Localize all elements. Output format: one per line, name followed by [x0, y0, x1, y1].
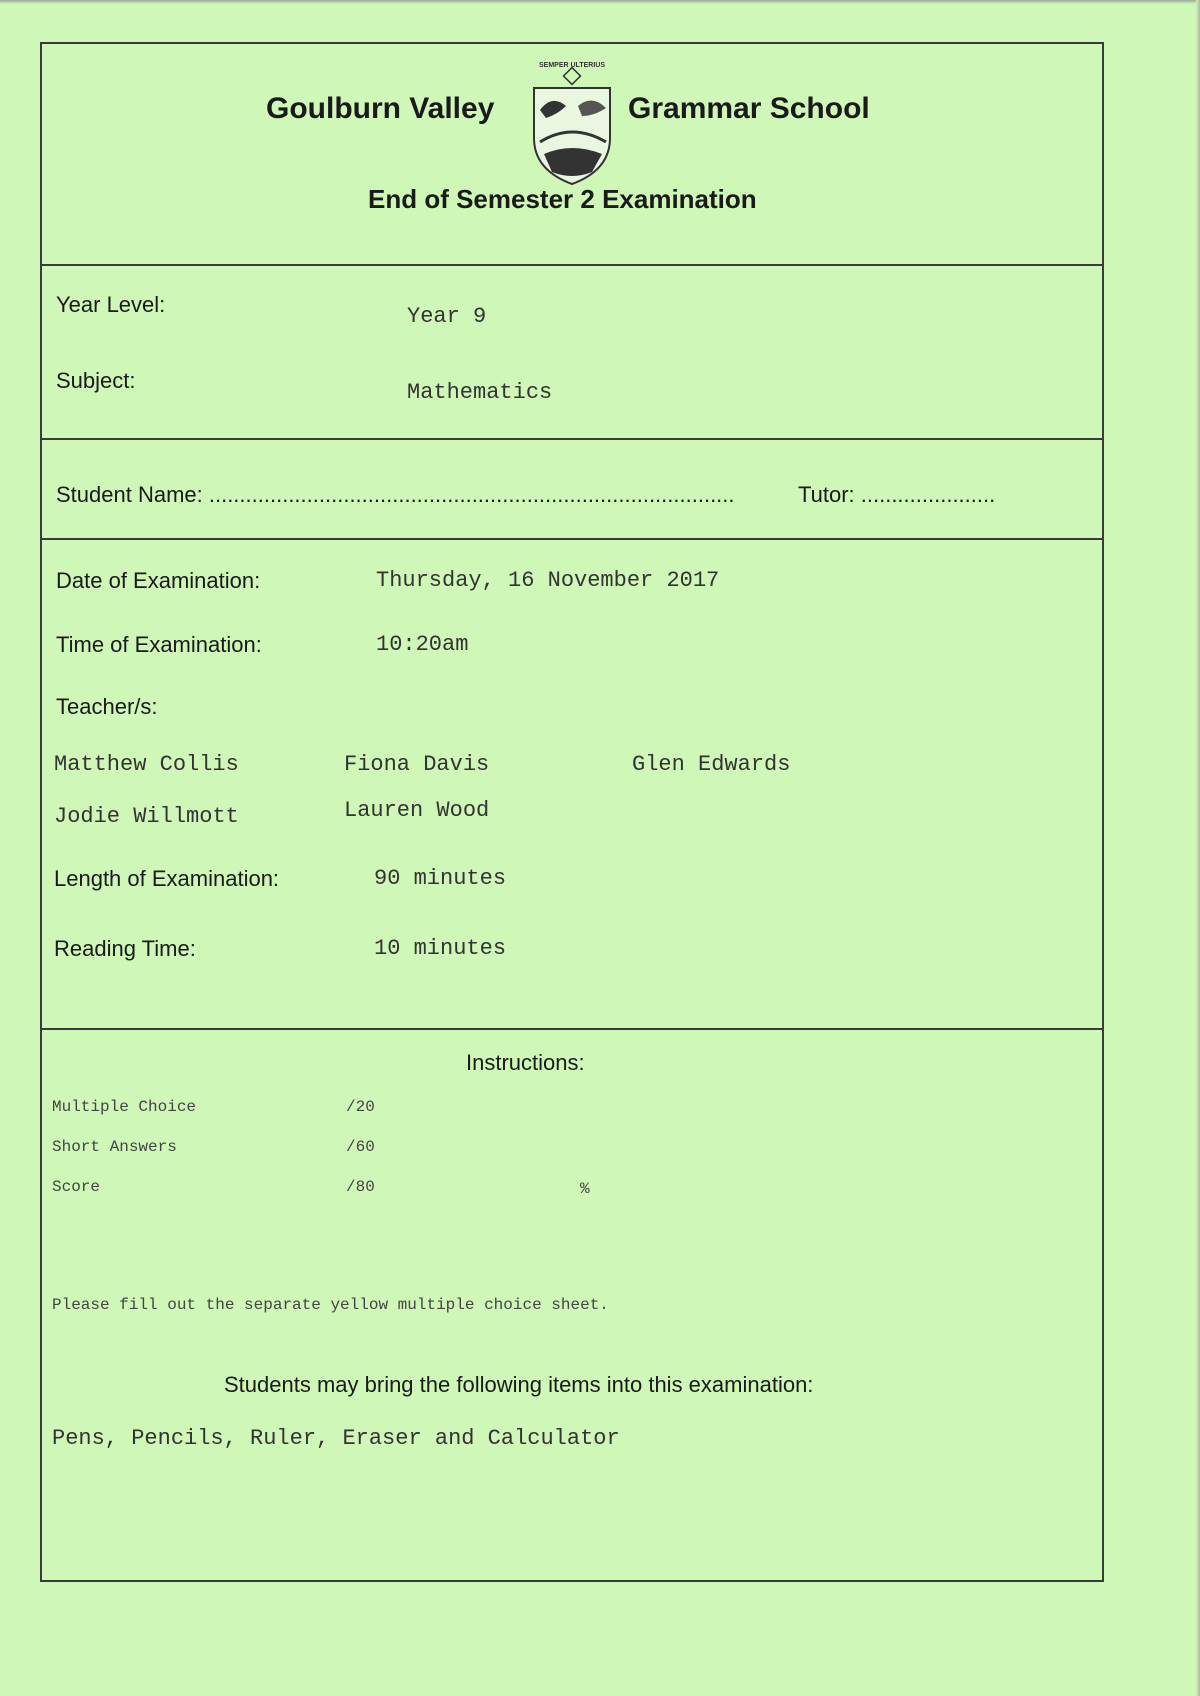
teacher-name: Matthew Collis: [54, 752, 239, 777]
school-name-left: Goulburn Valley: [266, 92, 495, 125]
permitted-items-heading: Students may bring the following items into this examination:: [224, 1372, 814, 1397]
date-label: Date of Examination:: [56, 568, 261, 593]
student-section: [42, 440, 1102, 540]
score-label: Short Answers: [52, 1138, 177, 1156]
date-value: Thursday, 16 November 2017: [376, 568, 720, 593]
teachers-label: Teacher/s:: [56, 694, 158, 719]
time-value: 10:20am: [376, 632, 469, 657]
instructions-heading: Instructions:: [466, 1050, 585, 1075]
scan-edge: [0, 0, 1200, 4]
header-section: [42, 44, 1102, 266]
length-value: 90 minutes: [374, 866, 507, 891]
school-crest-icon: [522, 58, 622, 188]
year-level-label: Year Level:: [56, 292, 166, 317]
instructions-section: [42, 1030, 1102, 1580]
details-section: [42, 540, 1102, 1030]
score-value: /60: [346, 1138, 375, 1156]
year-level-value: Year 9: [407, 304, 487, 329]
tutor-field[interactable]: Tutor: ......................: [798, 482, 996, 507]
subject-label: Subject:: [56, 368, 136, 393]
score-percent: %: [580, 1180, 590, 1198]
subject-section: [42, 266, 1102, 440]
school-name-right: Grammar School: [628, 92, 870, 125]
teacher-name: Jodie Willmott: [54, 804, 239, 829]
scan-edge: [1196, 0, 1200, 1696]
crest-motto: SEMPER ULTERIUS: [539, 62, 605, 69]
score-value: /20: [346, 1098, 375, 1116]
score-label: Score: [52, 1178, 101, 1196]
reading-time-value: 10 minutes: [374, 936, 507, 961]
exam-title: End of Semester 2 Examination: [368, 184, 757, 214]
exam-cover-sheet: [40, 42, 1104, 1582]
instructions-note: Please fill out the separate yellow multiple choice sheet.: [52, 1296, 609, 1314]
length-label: Length of Examination:: [54, 866, 280, 891]
teacher-name: Fiona Davis: [344, 752, 490, 777]
reading-time-label: Reading Time:: [54, 936, 196, 961]
teacher-name: Lauren Wood: [344, 798, 490, 823]
subject-value: Mathematics: [407, 380, 553, 405]
score-value: /80: [346, 1178, 375, 1196]
score-label: Multiple Choice: [52, 1098, 197, 1116]
teacher-name: Glen Edwards: [632, 752, 791, 777]
permitted-items-list: Pens, Pencils, Ruler, Eraser and Calculator: [52, 1426, 620, 1451]
student-name-field[interactable]: Student Name: ......................................................................................: [56, 482, 735, 507]
time-label: Time of Examination:: [56, 632, 262, 657]
